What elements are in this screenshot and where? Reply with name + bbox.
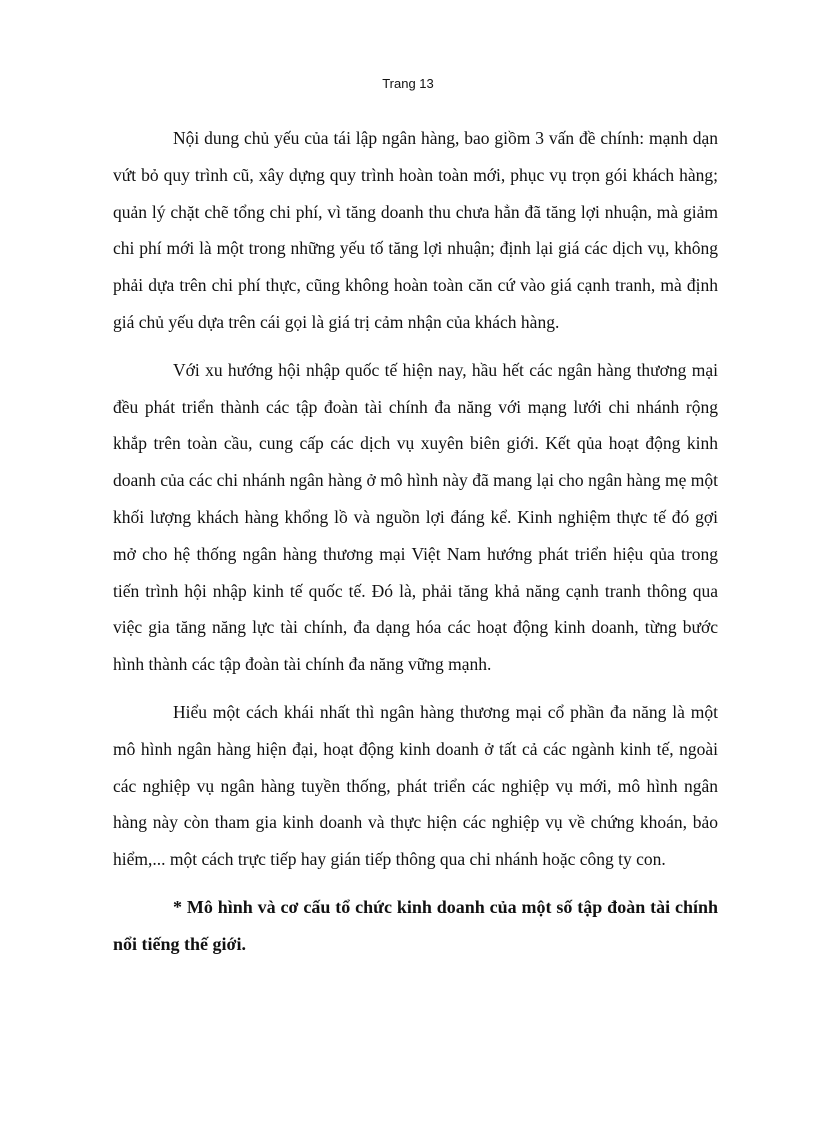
paragraph-international-integration: Với xu hướng hội nhập quốc tế hiện nay, hầu hết các ngân hàng thương mại đều phát triển thành các tập đoàn tài chính đa năng với mạng lưới chi nhánh rộng khắp trên toàn cầu, cung cấp các dịch vụ xuyên biên giới. Kết qủa hoạt động kinh doanh của các chi nhánh ngân hàng ở mô hình này đã mang lại cho ngân hàng mẹ một khối lượng khách hàng khổng lồ và nguồn lợi đáng kể. Kinh nghiệm thực tế đó gợi mở cho hệ thống ngân hàng thương mại Việt Nam hướng phát triển hiệu qủa trong tiến trình hội nhập kinh tế quốc tế. Đó là, phải tăng khả năng cạnh tranh thông qua việc gia tăng năng lực tài chính, đa dạng hóa các hoạt động kinh doanh, từng bước hình thành các tập đoàn tài chính đa năng vững mạnh.: [113, 359, 718, 675]
paragraph-bank-restructuring: Nội dung chủ yếu của tái lập ngân hàng, bao giồm 3 vấn đề chính: mạnh dạn vứt bỏ quy trình cũ, xây dựng quy trình hoàn toàn mới, phục vụ trọn gói khách hàng; quản lý chặt chẽ tổng chi phí, vì tăng doanh thu chưa hẳn đã tăng lợi nhuận, mà giảm chi phí mới là một trong những yếu tố tăng lợi nhuận; định lại giá các dịch vụ, không phải dựa trên chi phí thực, cũng không hoàn toàn căn cứ vào giá cạnh tranh, mà định giá chủ yếu dựa trên cái gọi là giá trị cảm nhận của khách hàng.: [113, 128, 718, 332]
document-body: [113, 120, 718, 974]
paragraph-universal-bank-definition: Hiểu một cách khái nhất thì ngân hàng thương mại cổ phần đa năng là một mô hình ngân hàng hiện đại, hoạt động kinh doanh ở tất cả các ngành kinh tế, ngoài các nghiệp vụ ngân hàng tuyền thống, phát triển các nghiệp vụ mới, mô hình ngân hàng này còn tham gia kinh doanh và thực hiện các nghiệp vụ về chứng khoán, bảo hiểm,... một cách trực tiếp hay gián tiếp thông qua chi nhánh hoặc công ty con.: [113, 701, 718, 870]
section-heading: * Mô hình và cơ cấu tổ chức kinh doanh của một số tập đoàn tài chính nổi tiếng thế giới.: [113, 896, 718, 954]
page-number-header: Trang 13: [382, 76, 434, 91]
